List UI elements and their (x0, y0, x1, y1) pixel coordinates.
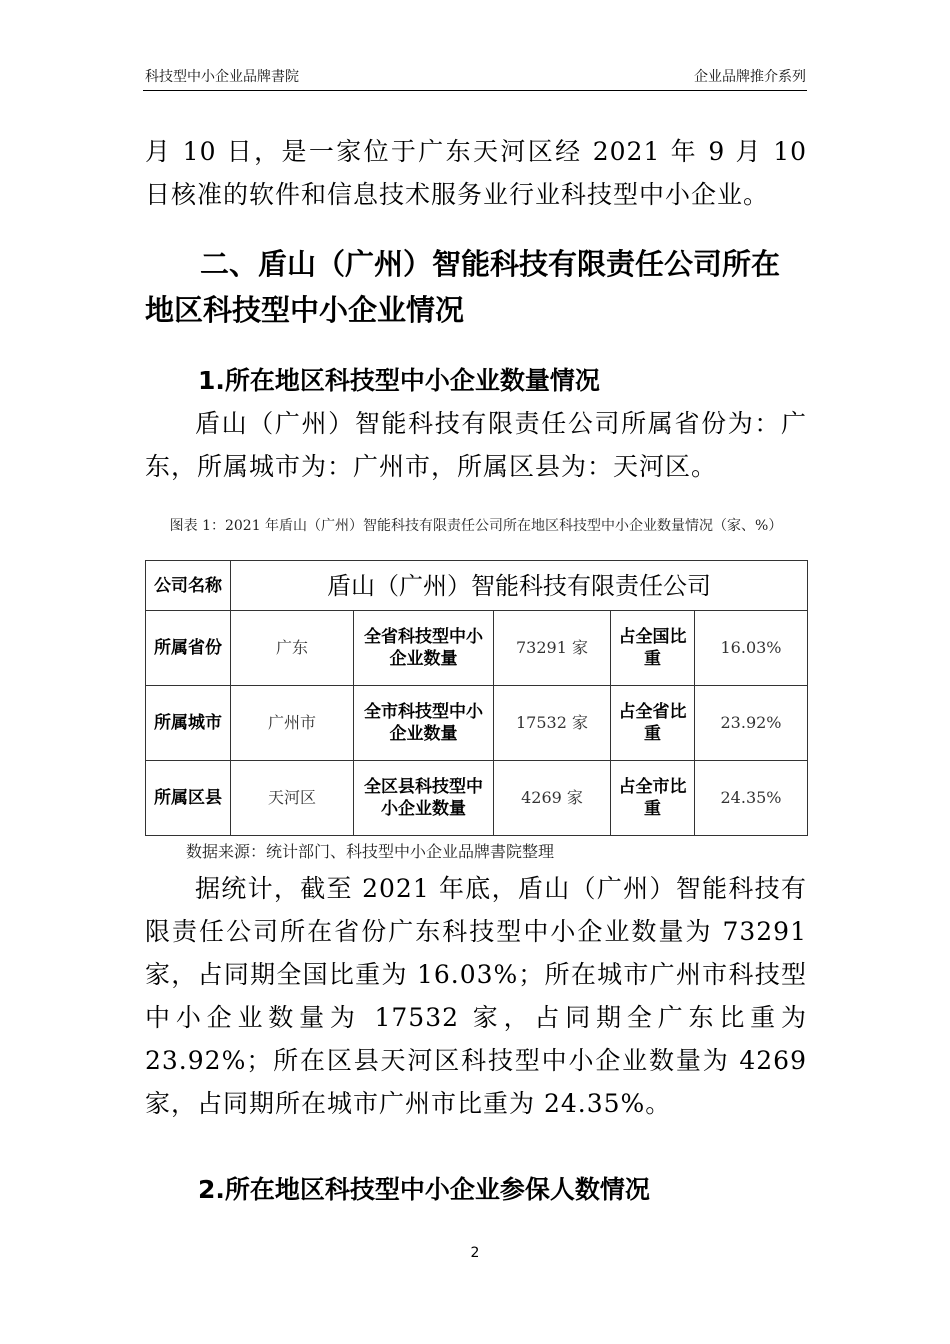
page-number: 2 (470, 1245, 480, 1261)
row-label: 所属省份 (146, 611, 231, 686)
header-right-title: 企业品牌推介系列 (694, 69, 806, 85)
count-cell: 73291 家 (494, 611, 611, 686)
region-cell: 广东 (231, 611, 354, 686)
count-label: 全市科技型中小企业数量 (354, 686, 494, 761)
share-label: 占全国比重 (611, 611, 695, 686)
company-label-cell: 公司名称 (146, 561, 231, 611)
table-row (146, 561, 808, 611)
header-divider (143, 90, 807, 91)
enterprise-stats-table (145, 560, 808, 836)
header-left-title: 科技型中小企业品牌書院 (145, 69, 299, 85)
share-label: 占全省比重 (611, 686, 695, 761)
share-cell: 24.35% (695, 761, 808, 836)
region-cell: 广州市 (231, 686, 354, 761)
row-label: 所属城市 (146, 686, 231, 761)
share-cell: 16.03% (695, 611, 808, 686)
count-cell: 17532 家 (494, 686, 611, 761)
table-row (146, 686, 808, 761)
intro-paragraph: 月 10 日，是一家位于广东天河区经 2021 年 9 月 10 日核准的软件和信息技术服务业行业科技型中小企业。 (145, 137, 807, 209)
region-cell: 天河区 (231, 761, 354, 836)
count-label: 全区县科技型中小企业数量 (354, 761, 494, 836)
company-name-cell: 盾山（广州）智能科技有限责任公司 (231, 561, 808, 611)
stats-paragraph: 据统计，截至 2021 年底，盾山（广州）智能科技有限责任公司所在省份广东科技型中小企业数量为 73291 家，占同期全国比重为 16.03%；所在城市广州市科技型中小企业数量为 17532 家，占同期全广东比重为 23.92%；所在区县天河区科技型中小企业数量为 4269 家，占同期所在城市广州市比重为 24.35%。 (145, 874, 807, 1118)
subsection-heading-2: 2.所在地区科技型中小企业参保人数情况 (198, 1175, 650, 1204)
count-cell: 4269 家 (494, 761, 611, 836)
table-caption: 图表 1：2021 年盾山（广州）智能科技有限责任公司所在地区科技型中小企业数量情况（家、%） (169, 518, 783, 534)
subsection-heading-1: 1.所在地区科技型中小企业数量情况 (198, 366, 600, 395)
table-row (146, 761, 808, 836)
section-heading: 二、盾山（广州）智能科技有限责任公司所在地区科技型中小企业情况 (145, 247, 781, 327)
data-source-note: 数据来源：统计部门、科技型中小企业品牌書院整理 (186, 842, 555, 861)
location-paragraph: 盾山（广州）智能科技有限责任公司所属省份为：广东，所属城市为：广州市，所属区县为：天河区。 (145, 409, 807, 481)
share-cell: 23.92% (695, 686, 808, 761)
share-label: 占全市比重 (611, 761, 695, 836)
row-label: 所属区县 (146, 761, 231, 836)
count-label: 全省科技型中小企业数量 (354, 611, 494, 686)
table-row (146, 611, 808, 686)
